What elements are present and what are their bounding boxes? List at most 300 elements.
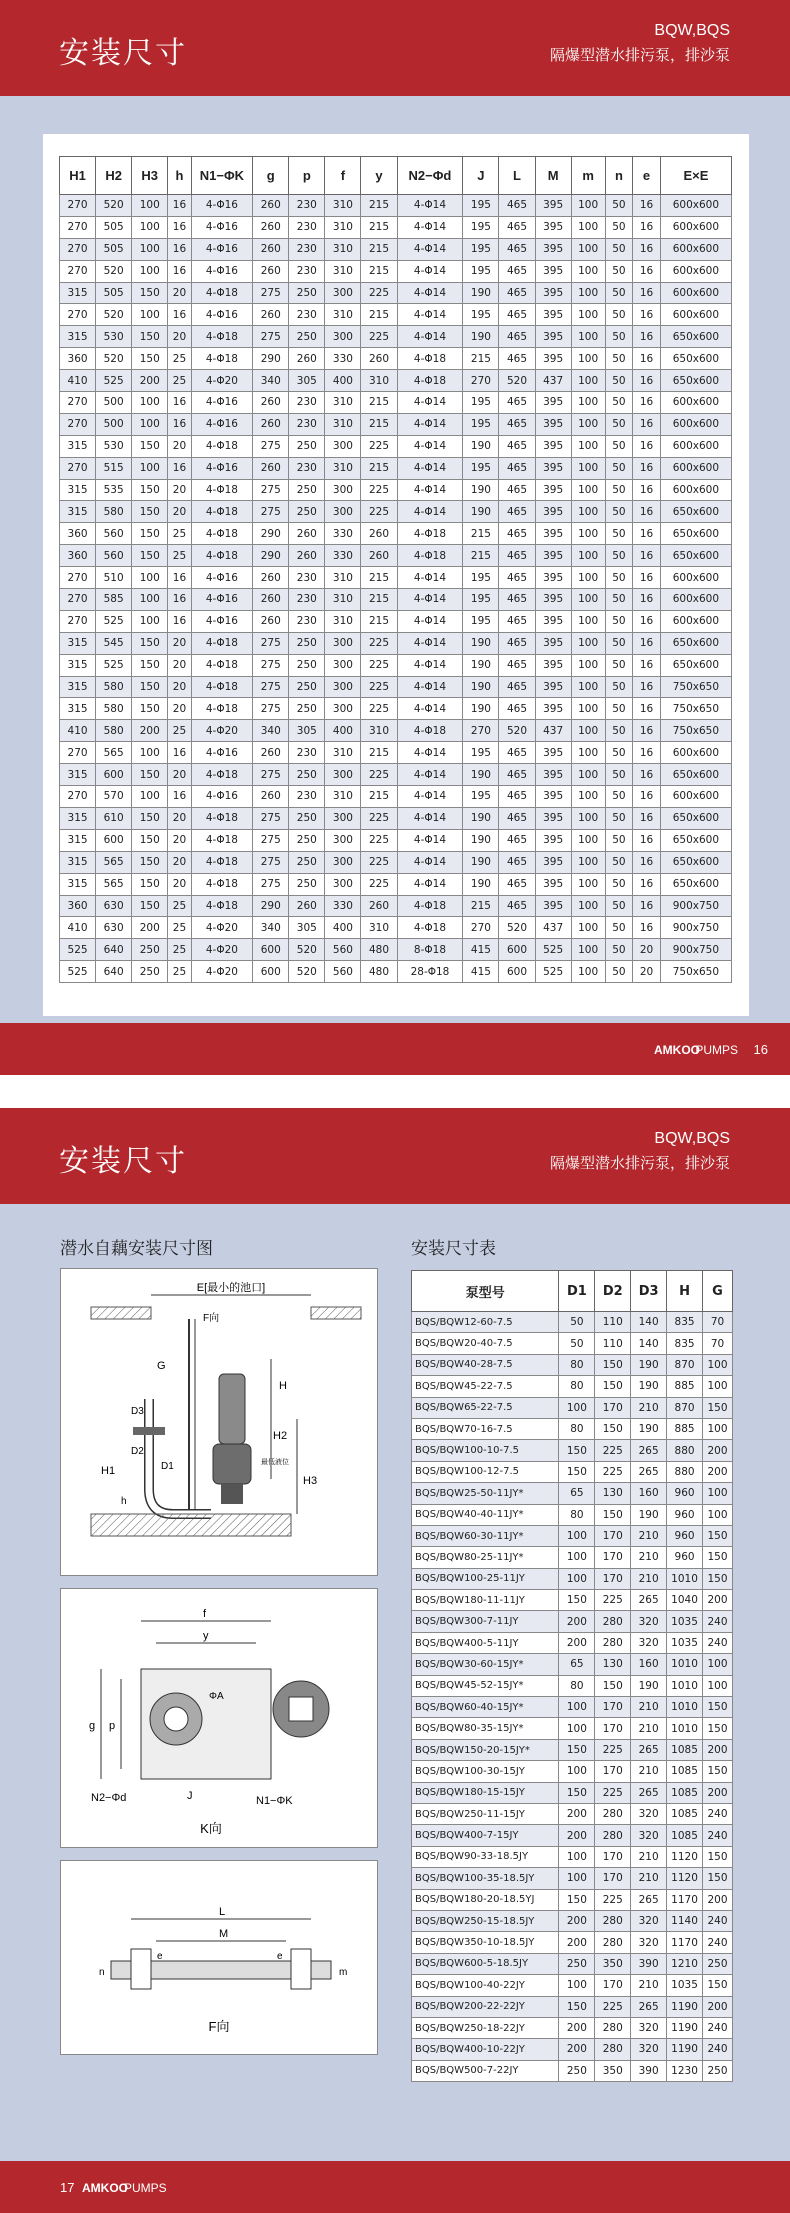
column-header: m [571,157,605,195]
table-cell: 600 [499,939,535,961]
table-cell: 4-Φ14 [397,764,463,786]
table-cell: 230 [289,392,325,414]
table-cell: BQS/BQW400-10-22JY [412,2039,559,2060]
table-cell: 100 [559,1525,595,1546]
table-cell: 200 [703,1590,733,1611]
table-cell: 310 [325,216,361,238]
table-row [412,1590,733,1611]
table-cell: 170 [595,1975,631,1996]
table-cell: 260 [289,348,325,370]
table-cell: 1010 [667,1718,703,1739]
table-cell: 4-Φ18 [191,698,253,720]
table-row [412,1568,733,1589]
table-cell: BQS/BQW100-10-7.5 [412,1440,559,1461]
table-cell: 340 [253,720,289,742]
table-cell: 100 [571,698,605,720]
table-cell: 260 [253,392,289,414]
table-row [60,348,732,370]
table-cell: 215 [361,216,397,238]
table-cell: 4-Φ16 [191,742,253,764]
table-cell: 4-Φ18 [397,720,463,742]
table-cell: 50 [605,764,633,786]
table-cell: 215 [361,589,397,611]
table-cell: 100 [571,501,605,523]
table-cell: 80 [559,1675,595,1696]
table-cell: 16 [633,851,661,873]
table-cell: 265 [631,1889,667,1910]
table-cell: 310 [325,413,361,435]
table-cell: 465 [499,457,535,479]
table-cell: 150 [595,1354,631,1375]
table-cell: 545 [96,632,132,654]
table-cell: 4-Φ18 [191,435,253,457]
table-cell: 210 [631,1846,667,1867]
label-h2: H2 [273,1430,288,1442]
table-cell: 170 [595,1525,631,1546]
pump-body [219,1374,245,1444]
table-row [60,479,732,501]
table-cell: 50 [605,654,633,676]
table-cell: 210 [631,1718,667,1739]
table-cell: 225 [361,479,397,501]
table-cell: 315 [60,654,96,676]
table-cell: 170 [595,1697,631,1718]
table-cell: 215 [361,610,397,632]
label-g: g [89,1720,96,1732]
table-cell: 395 [535,589,571,611]
column-header: N1−ΦK [191,157,253,195]
table-cell: 280 [595,1910,631,1931]
table-cell: 230 [289,195,325,217]
table-cell: 20 [168,851,191,873]
table-section-title: 安装尺寸表 [411,1239,496,1259]
table-cell: 270 [60,567,96,589]
table-row [60,238,732,260]
table-cell: 260 [253,195,289,217]
table-cell: 8-Φ18 [397,939,463,961]
table-cell: 16 [633,632,661,654]
table-cell: 250 [289,654,325,676]
table-cell: 600x600 [660,216,731,238]
table-cell: 150 [132,501,168,523]
table-cell: 16 [633,282,661,304]
table-cell: 320 [631,1910,667,1931]
table-row [60,654,732,676]
table-cell: 280 [595,1932,631,1953]
table-cell: 16 [633,654,661,676]
table-cell: BQS/BQW70-16-7.5 [412,1418,559,1439]
table-cell: 310 [361,720,397,742]
table-cell: 16 [168,567,191,589]
table-cell: 16 [633,370,661,392]
table-cell: 395 [535,698,571,720]
table-cell: 150 [132,698,168,720]
table-cell: 315 [60,326,96,348]
table-cell: 310 [325,567,361,589]
table-cell: 225 [361,764,397,786]
table-cell: 4-Φ14 [397,610,463,632]
table-cell: 395 [535,786,571,808]
table-cell: 20 [168,479,191,501]
table-row [60,610,732,632]
table-cell: 215 [463,523,499,545]
table-cell: 535 [96,479,132,501]
table-cell: 270 [60,610,96,632]
table-cell: 4-Φ18 [191,654,253,676]
table-cell: 250 [132,961,168,983]
table-cell: 395 [535,413,571,435]
table-cell: 110 [595,1312,631,1333]
table-cell: 100 [559,1697,595,1718]
table-cell: 300 [325,851,361,873]
table-cell: 315 [60,829,96,851]
table-cell: 150 [703,1697,733,1718]
table-cell: 150 [132,654,168,676]
table-cell: 225 [595,1996,631,2017]
table-cell: 150 [703,1868,733,1889]
table-cell: 25 [168,939,191,961]
table-cell: 1035 [667,1632,703,1653]
table-cell: 330 [325,523,361,545]
table-row [412,1675,733,1696]
table-cell: 150 [559,1440,595,1461]
column-header: H1 [60,157,96,195]
table-cell: 225 [595,1590,631,1611]
table-cell: 270 [60,195,96,217]
table-cell: 1035 [667,1975,703,1996]
table-cell: 50 [605,720,633,742]
table-cell: 4-Φ14 [397,786,463,808]
table-cell: 640 [96,961,132,983]
table-cell: 565 [96,742,132,764]
table-cell: 16 [633,348,661,370]
table-cell: 600 [96,829,132,851]
table-cell: 195 [463,567,499,589]
table-cell: 20 [168,654,191,676]
table-cell: 240 [703,2039,733,2060]
table-cell: 25 [168,917,191,939]
table-cell: 270 [463,720,499,742]
table-cell: 1140 [667,1910,703,1931]
table-cell: 4-Φ18 [397,917,463,939]
table-cell: 230 [289,589,325,611]
column-header: f [325,157,361,195]
label-j: J [187,1790,193,1802]
table-cell: 630 [96,895,132,917]
table-cell: 150 [559,1889,595,1910]
table-cell: 315 [60,851,96,873]
table-cell: 100 [132,589,168,611]
table-cell: 300 [325,698,361,720]
table-cell: 570 [96,786,132,808]
table-cell: 1010 [667,1697,703,1718]
table-cell: 580 [96,698,132,720]
table-cell: 225 [361,829,397,851]
table-cell: 50 [605,786,633,808]
table-cell: 100 [132,392,168,414]
table-cell: 130 [595,1483,631,1504]
table-cell: 300 [325,479,361,501]
table-cell: 320 [631,1803,667,1824]
table-cell: 360 [60,895,96,917]
table-row [412,1889,733,1910]
table-cell: 70 [703,1312,733,1333]
table-cell: 50 [605,282,633,304]
table-cell: 25 [168,348,191,370]
table-cell: 437 [535,720,571,742]
table-cell: 16 [633,589,661,611]
table-cell: 50 [605,304,633,326]
table-cell: BQS/BQW100-35-18.5JY [412,1868,559,1889]
table-cell: 260 [289,545,325,567]
low-level-note: 最低液位 [261,1459,289,1466]
table-cell: 290 [253,348,289,370]
table-row [412,1697,733,1718]
table-cell: 395 [535,501,571,523]
table-cell: 160 [631,1483,667,1504]
table-row [412,1825,733,1846]
table-cell: 250 [703,2060,733,2081]
table-cell: 20 [168,326,191,348]
table-cell: 270 [60,392,96,414]
table-cell: BQS/BQW12-60-7.5 [412,1312,559,1333]
table-cell: 650x600 [660,501,731,523]
table-cell: 16 [168,786,191,808]
table-cell: 190 [463,326,499,348]
table-cell: 4-Φ18 [397,348,463,370]
table-cell: 4-Φ14 [397,632,463,654]
table-cell: 150 [132,764,168,786]
table-cell: 200 [703,1739,733,1760]
table-cell: 275 [253,501,289,523]
table-cell: 100 [571,895,605,917]
table-cell: 1120 [667,1846,703,1867]
table-row [412,1975,733,1996]
flange [133,1427,165,1435]
table-cell: 270 [60,216,96,238]
table-cell: 275 [253,435,289,457]
table-cell: 100 [571,413,605,435]
table-cell: 415 [463,939,499,961]
table-cell: 20 [633,961,661,983]
column-header: H [667,1271,703,1312]
table-cell: 585 [96,589,132,611]
table-cell: 170 [595,1547,631,1568]
table-cell: 100 [571,304,605,326]
table-cell: 100 [571,676,605,698]
table-cell: 100 [703,1654,733,1675]
table-cell: BQS/BQW25-50-11JY* [412,1483,559,1504]
table-header-row [412,1271,733,1312]
table-cell: 600x600 [660,742,731,764]
table-cell: 150 [132,282,168,304]
table-cell: 150 [559,1739,595,1760]
table-cell: 225 [595,1461,631,1482]
table-cell: 390 [631,2060,667,2081]
table-cell: 130 [595,1654,631,1675]
label-n: n [99,1967,105,1978]
table-cell: 300 [325,676,361,698]
table-cell: 150 [703,1761,733,1782]
table-cell: 360 [60,523,96,545]
table-cell: 16 [633,720,661,742]
table-cell: 150 [595,1675,631,1696]
table-cell: 195 [463,786,499,808]
table-cell: 16 [633,742,661,764]
table-cell: BQS/BQW45-52-15JY* [412,1675,559,1696]
table-cell: 150 [132,895,168,917]
table-cell: 16 [633,216,661,238]
table-cell: 270 [463,917,499,939]
table-cell: BQS/BQW20-40-7.5 [412,1333,559,1354]
table-cell: 4-Φ18 [191,523,253,545]
table-cell: 465 [499,326,535,348]
table-cell: 1085 [667,1761,703,1782]
table-cell: 25 [168,961,191,983]
table-cell: 50 [605,545,633,567]
table-cell: 4-Φ16 [191,567,253,589]
table-cell: 4-Φ18 [191,545,253,567]
table-cell: 16 [633,238,661,260]
table-cell: 395 [535,567,571,589]
table-cell: 100 [571,523,605,545]
table-cell: 900x750 [660,917,731,939]
table-cell: 50 [559,1312,595,1333]
table-cell: 190 [463,632,499,654]
table-row [412,2017,733,2038]
table-cell: 16 [633,545,661,567]
table-cell: 300 [325,829,361,851]
table-cell: 600x600 [660,392,731,414]
table-cell: 315 [60,435,96,457]
table-row [412,1718,733,1739]
table-cell: 100 [571,545,605,567]
table-row [412,1397,733,1418]
table-cell: 215 [361,413,397,435]
label-y: y [203,1630,209,1642]
table-cell: 465 [499,632,535,654]
table-cell: 270 [60,742,96,764]
table-row [412,1761,733,1782]
table-cell: 395 [535,807,571,829]
table-cell: 960 [667,1547,703,1568]
table-cell: 650x600 [660,764,731,786]
table-cell: 200 [703,1440,733,1461]
table-cell: 260 [253,216,289,238]
table-row [60,873,732,895]
table-cell: 260 [253,260,289,282]
table-cell: 16 [168,589,191,611]
table-cell: 195 [463,742,499,764]
table-cell: 4-Φ18 [397,895,463,917]
table-cell: 465 [499,260,535,282]
table-cell: 410 [60,370,96,392]
table-cell: 100 [571,457,605,479]
table-cell: 465 [499,698,535,720]
table-cell: 190 [463,698,499,720]
table-cell: 395 [535,676,571,698]
table-cell: 200 [703,1996,733,2017]
label-h: h [121,1496,127,1507]
table-cell: 270 [463,370,499,392]
table-cell: 16 [633,917,661,939]
table-cell: 100 [703,1504,733,1525]
table-cell: 230 [289,610,325,632]
table-cell: 260 [253,610,289,632]
table-cell: 20 [168,829,191,851]
table-cell: 600x600 [660,589,731,611]
table-cell: 270 [60,589,96,611]
table-row [60,895,732,917]
table-cell: 360 [60,545,96,567]
table-cell: BQS/BQW100-30-15JY [412,1761,559,1782]
table-cell: 395 [535,216,571,238]
table-cell: 437 [535,370,571,392]
table-cell: 520 [289,961,325,983]
column-header: 泵型号 [412,1271,559,1312]
table-cell: 650x600 [660,545,731,567]
table-cell: 350 [595,1953,631,1974]
table-cell: 100 [571,216,605,238]
table-cell: BQS/BQW600-5-18.5JY [412,1953,559,1974]
table-cell: 16 [168,413,191,435]
table-cell: 330 [325,895,361,917]
table-cell: 4-Φ14 [397,501,463,523]
table-cell: 500 [96,392,132,414]
table-cell: 100 [571,742,605,764]
table-cell: 200 [132,917,168,939]
installation-side-view-diagram [60,1268,378,1576]
table-cell: 190 [463,654,499,676]
f-view-caption: F向 [208,2019,230,2034]
table-cell: 395 [535,238,571,260]
table-cell: 200 [703,1889,733,1910]
table-row [412,1461,733,1482]
page-16 [0,0,790,1075]
table-cell: 150 [559,1996,595,2017]
table-row [412,1440,733,1461]
table-cell: 300 [325,764,361,786]
table-cell: 210 [631,1761,667,1782]
outlet-pipe-inner [149,1399,211,1514]
footer-brand-suffix: PUMPS [695,1043,738,1057]
table-cell: 270 [60,238,96,260]
table-cell: 170 [595,1718,631,1739]
table-cell: 1010 [667,1675,703,1696]
table-row [412,1333,733,1354]
table-cell: 560 [96,523,132,545]
table-cell: 50 [559,1333,595,1354]
table-cell: 530 [96,435,132,457]
table-cell: 1085 [667,1782,703,1803]
table-cell: 4-Φ20 [191,720,253,742]
table-cell: 415 [463,961,499,983]
f-view-drawing [61,1861,377,2054]
label-g: G [157,1360,166,1372]
table-cell: BQS/BQW250-11-15JY [412,1803,559,1824]
table-cell: 225 [361,501,397,523]
table-cell: 310 [325,304,361,326]
table-cell: 225 [361,632,397,654]
left-bracket [131,1949,151,1989]
table-cell: 465 [499,589,535,611]
table-cell: 240 [703,1910,733,1931]
table-cell: 650x600 [660,370,731,392]
table-cell: 200 [559,1803,595,1824]
subtitle: 隔爆型潜水排污泵，排沙泵 [549,1154,730,1172]
table-cell: 170 [595,1868,631,1889]
table-cell: 4-Φ14 [397,698,463,720]
